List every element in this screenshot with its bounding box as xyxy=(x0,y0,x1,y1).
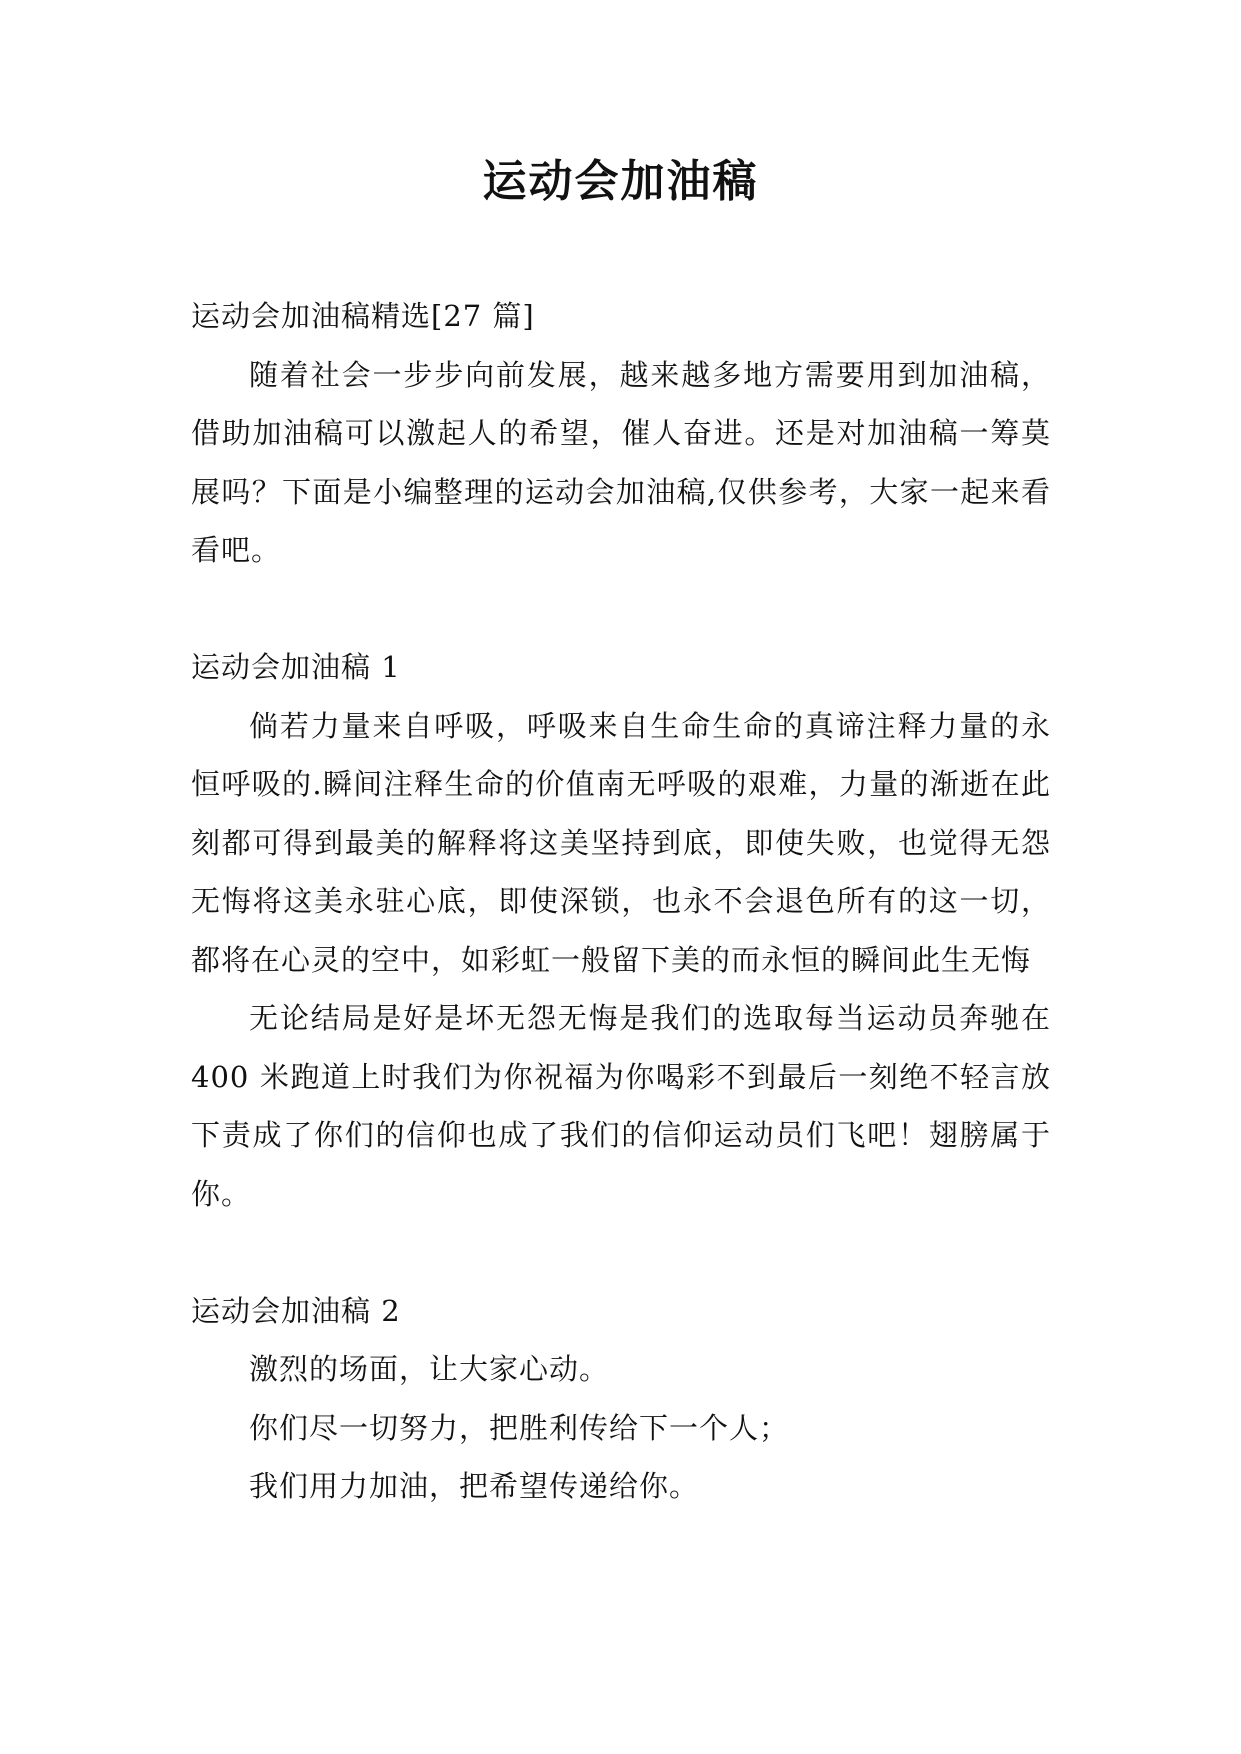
section-2-line-3: 我们用力加油，把希望传递给你。 xyxy=(249,1469,700,1503)
intro-paragraph: 随着社会一步步向前发展，越来越多地方需要用到加油稿，借助加油稿可以激起人的希望，催人奋进。还是对加油稿一筹莫展吗？下面是小编整理的运动会加油稿,仅供参考，大家一起来看看吧。 xyxy=(191,357,1051,567)
section-2-line-2: 你们尽一切努力，把胜利传给下一个人； xyxy=(249,1410,790,1445)
intro-heading: 运动会加油稿精选[27 篇] xyxy=(191,299,535,333)
section-spacer xyxy=(191,1223,1051,1282)
section-1-paragraph-1: 倘若力量来自呼吸，呼吸来自生命生命的真谛注释力量的永恒呼吸的.瞬间注释生命的价值南无呼吸的艰难，力量的渐逝在此刻都可得到最美的解释将这美坚持到底，即使失败，也觉得无怨无悔将这美永驻心底，即使深锁，也永不会退色所有的这一切，都将在心灵的空中，如彩虹一般留下美的而永恒的瞬间此生无悔 xyxy=(191,708,1051,977)
section-spacer xyxy=(191,580,1051,639)
page-title: 运动会加油稿 xyxy=(482,156,759,207)
section-2-line-1: 激烈的场面，让大家心动。 xyxy=(249,1352,610,1386)
section-2-heading: 运动会加油稿 2 xyxy=(191,1293,401,1328)
document-body xyxy=(191,287,1051,1516)
section-1-heading: 运动会加油稿 1 xyxy=(191,650,401,684)
section-1-paragraph-2: 无论结局是好是坏无怨无悔是我们的选取每当运动员奔驰在 400 米跑道上时我们为你祝福为你喝彩不到最后一刻绝不轻言放下责成了你们的信仰也成了我们的信仰运动员们飞吧！翅膀属于你。 xyxy=(191,1001,1051,1211)
